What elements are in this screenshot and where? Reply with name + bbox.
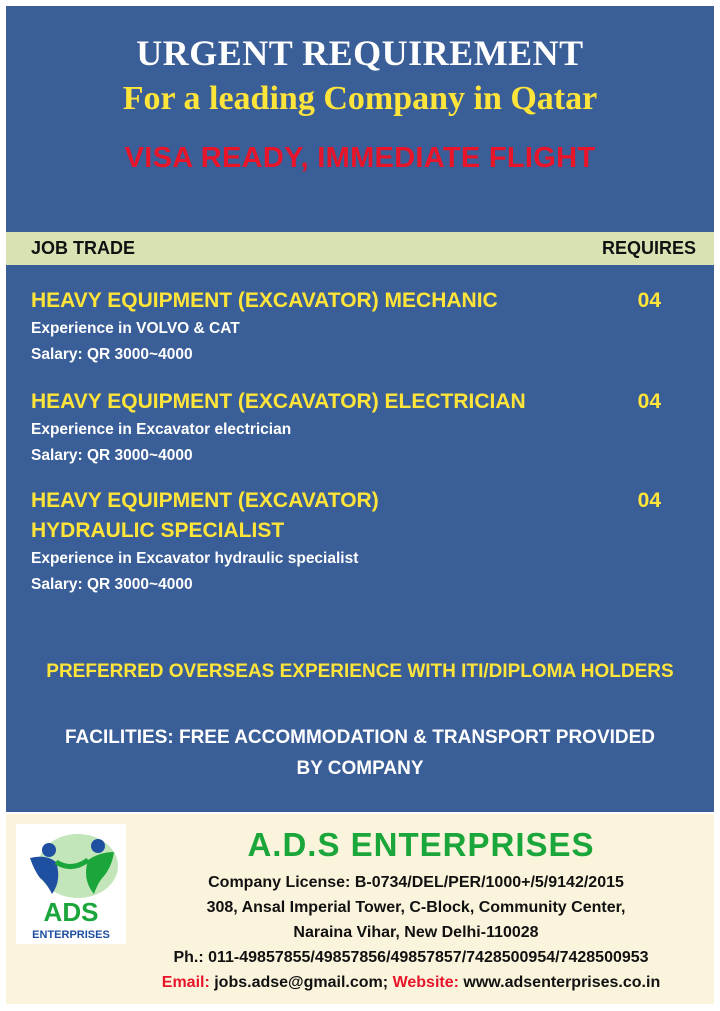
job-trade-header: JOB TRADE: [31, 238, 136, 258]
headline-urgent: URGENT REQUIREMENT: [136, 33, 584, 73]
contact-line: [111, 974, 711, 992]
facilities-line2: BY COMPANY: [296, 758, 424, 779]
website-label: Website:: [392, 974, 459, 991]
headline-visa: VISA READY, IMMEDIATE FLIGHT: [124, 142, 596, 174]
job-title: HEAVY EQUIPMENT (EXCAVATOR) MECHANIC: [31, 289, 498, 312]
website-link[interactable]: www.adsenterprises.co.in: [463, 974, 661, 991]
email-label: Email:: [161, 974, 210, 991]
headline-company: For a leading Company in Qatar: [122, 80, 598, 117]
job-title: HEAVY EQUIPMENT (EXCAVATOR) ELECTRICIAN: [31, 390, 526, 413]
job-item-hydraulic: [31, 486, 691, 598]
address-line1: 308, Ansal Imperial Tower, C-Block, Community Center,: [206, 899, 626, 916]
address-line2: Naraina Vihar, New Delhi-110028: [293, 924, 539, 941]
job-experience: Experience in Excavator hydraulic specialist: [31, 550, 359, 567]
company-license: Company License: B-0734/DEL/PER/1000+/5/9142/2015: [208, 874, 624, 891]
job-experience: Experience in Excavator electrician: [31, 421, 292, 438]
job-item-electrician: [31, 387, 691, 469]
job-salary: Salary: QR 3000~4000: [31, 346, 193, 363]
requires-header: REQUIRES: [601, 238, 696, 258]
company-name: A.D.S ENTERPRISES: [247, 826, 595, 863]
company-logo: [16, 824, 126, 944]
table-header-bar: [6, 232, 714, 265]
job-salary: Salary: QR 3000~4000: [31, 447, 193, 464]
logo-text: ADS: [43, 897, 99, 927]
company-footer: [6, 814, 714, 1004]
job-item-mechanic: [31, 286, 691, 368]
job-poster: [6, 6, 714, 812]
job-title-line2: HYDRAULIC SPECIALIST: [31, 519, 285, 542]
job-salary: Salary: QR 3000~4000: [31, 576, 193, 593]
phone-numbers: Ph.: 011-49857855/49857856/49857857/7428500954/7428500953: [173, 949, 649, 966]
facilities-note: [36, 722, 684, 784]
job-title-line1: HEAVY EQUIPMENT (EXCAVATOR): [31, 489, 379, 512]
job-quantity: 04: [637, 289, 661, 312]
job-quantity: 04: [637, 489, 661, 512]
facilities-line1: FACILITIES: FREE ACCOMMODATION & TRANSPORT PROVIDED: [64, 727, 656, 748]
email-link[interactable]: jobs.adse@gmail.com;: [214, 974, 389, 991]
globe-people-icon: [16, 824, 126, 944]
preferred-note: PREFERRED OVERSEAS EXPERIENCE WITH ITI/DIPLOMA HOLDERS: [46, 661, 674, 682]
job-experience: Experience in VOLVO & CAT: [31, 320, 240, 337]
job-quantity: 04: [637, 390, 661, 413]
logo-subtext: ENTERPRISES: [32, 929, 110, 941]
